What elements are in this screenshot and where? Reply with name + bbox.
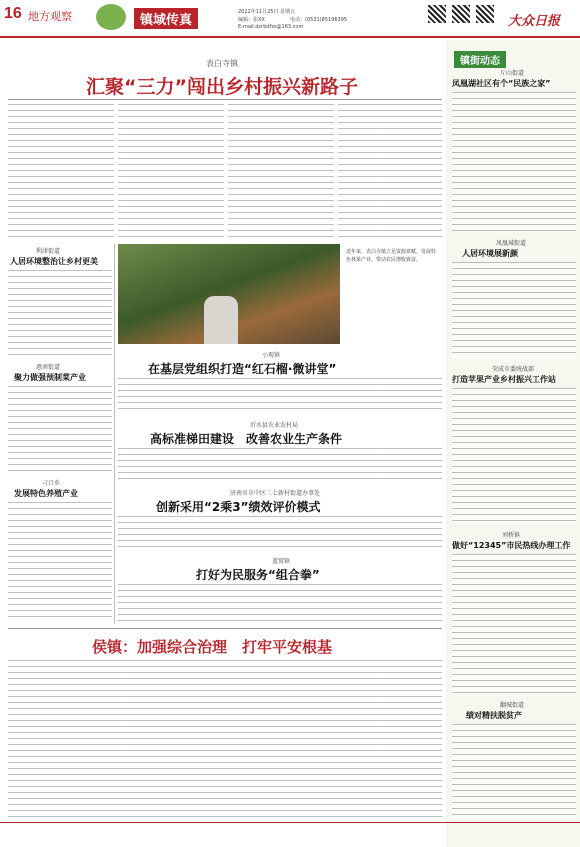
story-kicker: 利津街道: [36, 248, 61, 255]
story-title: 人居环境整治让乡村更美: [10, 257, 98, 266]
article-text: [8, 502, 112, 622]
sidebar-title: 绩对精扶脱贫产: [466, 711, 522, 720]
story-title: 侯镇：加强综合治理 打牢平安根基: [92, 638, 333, 656]
sidebar-kicker: 斤山街道: [500, 70, 525, 77]
issue-date: 2022年11月25日 星期五: [238, 9, 296, 15]
sidebar-title: 打造苹果产业乡村振兴工作站: [452, 375, 556, 384]
article-text: [452, 388, 576, 524]
phone: 电话：(0531)85196395: [290, 17, 348, 23]
article-text: [118, 584, 442, 624]
sidebar-kicker: 刘桥镇: [502, 532, 521, 539]
article-text: [452, 262, 576, 358]
article-text: [452, 554, 576, 694]
column-divider: [114, 244, 115, 624]
sidebar-title: 做好“12345”市民热线办理工作: [452, 541, 571, 550]
article-text: [338, 104, 442, 242]
story-kicker: 刁口乡: [42, 480, 61, 487]
article-text: [8, 270, 112, 356]
sidebar-title: 凤凰湖社区有个“民族之家”: [452, 79, 551, 88]
newspaper-brand: 大众日报: [508, 14, 561, 29]
article-text: [118, 448, 442, 482]
story-title: 高标准梯田建设 改善农业生产条件: [150, 432, 343, 446]
qr-code-icon: [428, 5, 446, 23]
sidebar-kicker: 凤凰城街道: [496, 240, 527, 247]
divider: [8, 628, 442, 629]
footer-rule: [0, 822, 580, 823]
article-text: [452, 92, 576, 232]
article-text: [8, 660, 442, 820]
article-text: [8, 386, 112, 472]
email: E-mail:dzrbdfzs@163.com: [238, 24, 304, 30]
section-logo-icon: [96, 4, 126, 30]
article-text: [228, 104, 334, 242]
article-text: [118, 378, 442, 414]
page-number: 16: [4, 5, 22, 22]
story-title: 在基层党组织打造“红石榴·微讲堂”: [148, 362, 337, 376]
story-kicker: 惠南街道: [36, 364, 61, 371]
sidebar-kicker: 荣成市委统战部: [492, 366, 535, 373]
story-kicker: 沂水县农业农村局: [250, 422, 299, 429]
lead-kicker: 表白寺镇: [206, 59, 238, 68]
sidebar-title: 人居环境展新颜: [462, 249, 518, 258]
sidebar-tab: 镇街动态: [454, 51, 506, 68]
article-text: [8, 104, 114, 242]
story-kicker: 小观镇: [262, 352, 281, 359]
section-name: 地方观察: [28, 10, 72, 23]
person-figure: [204, 296, 238, 344]
column-name: 镇域传真: [134, 8, 198, 29]
story-kicker: 济南市市中区二七新村街道办事处: [230, 490, 321, 497]
qr-code-icon: [452, 5, 470, 23]
article-text: [452, 724, 576, 820]
editor: 编辑：张XX: [238, 17, 265, 23]
sidebar-kicker: 翻城街道: [500, 702, 525, 709]
story-title: 聚力做强预制菜产业: [14, 373, 86, 382]
photo-caption: 近年来，表白寺镇立足资源禀赋，发展特色林果产业，带动农民增收致富。: [346, 249, 437, 263]
story-title: 创新采用“2乘3”绩效评价模式: [156, 500, 321, 514]
article-text: [118, 104, 224, 242]
story-kicker: 蓝窝镇: [272, 558, 291, 565]
lead-headline: 汇聚“三力”闯出乡村振兴新路子: [86, 76, 358, 98]
story-title: 发展特色养殖产业: [14, 489, 78, 498]
page-header: [0, 0, 580, 38]
article-text: [118, 516, 442, 550]
divider: [8, 99, 442, 100]
story-title: 打好为民服务“组合拳”: [196, 568, 320, 582]
lead-photo: [118, 244, 340, 344]
qr-code-icon: [476, 5, 494, 23]
